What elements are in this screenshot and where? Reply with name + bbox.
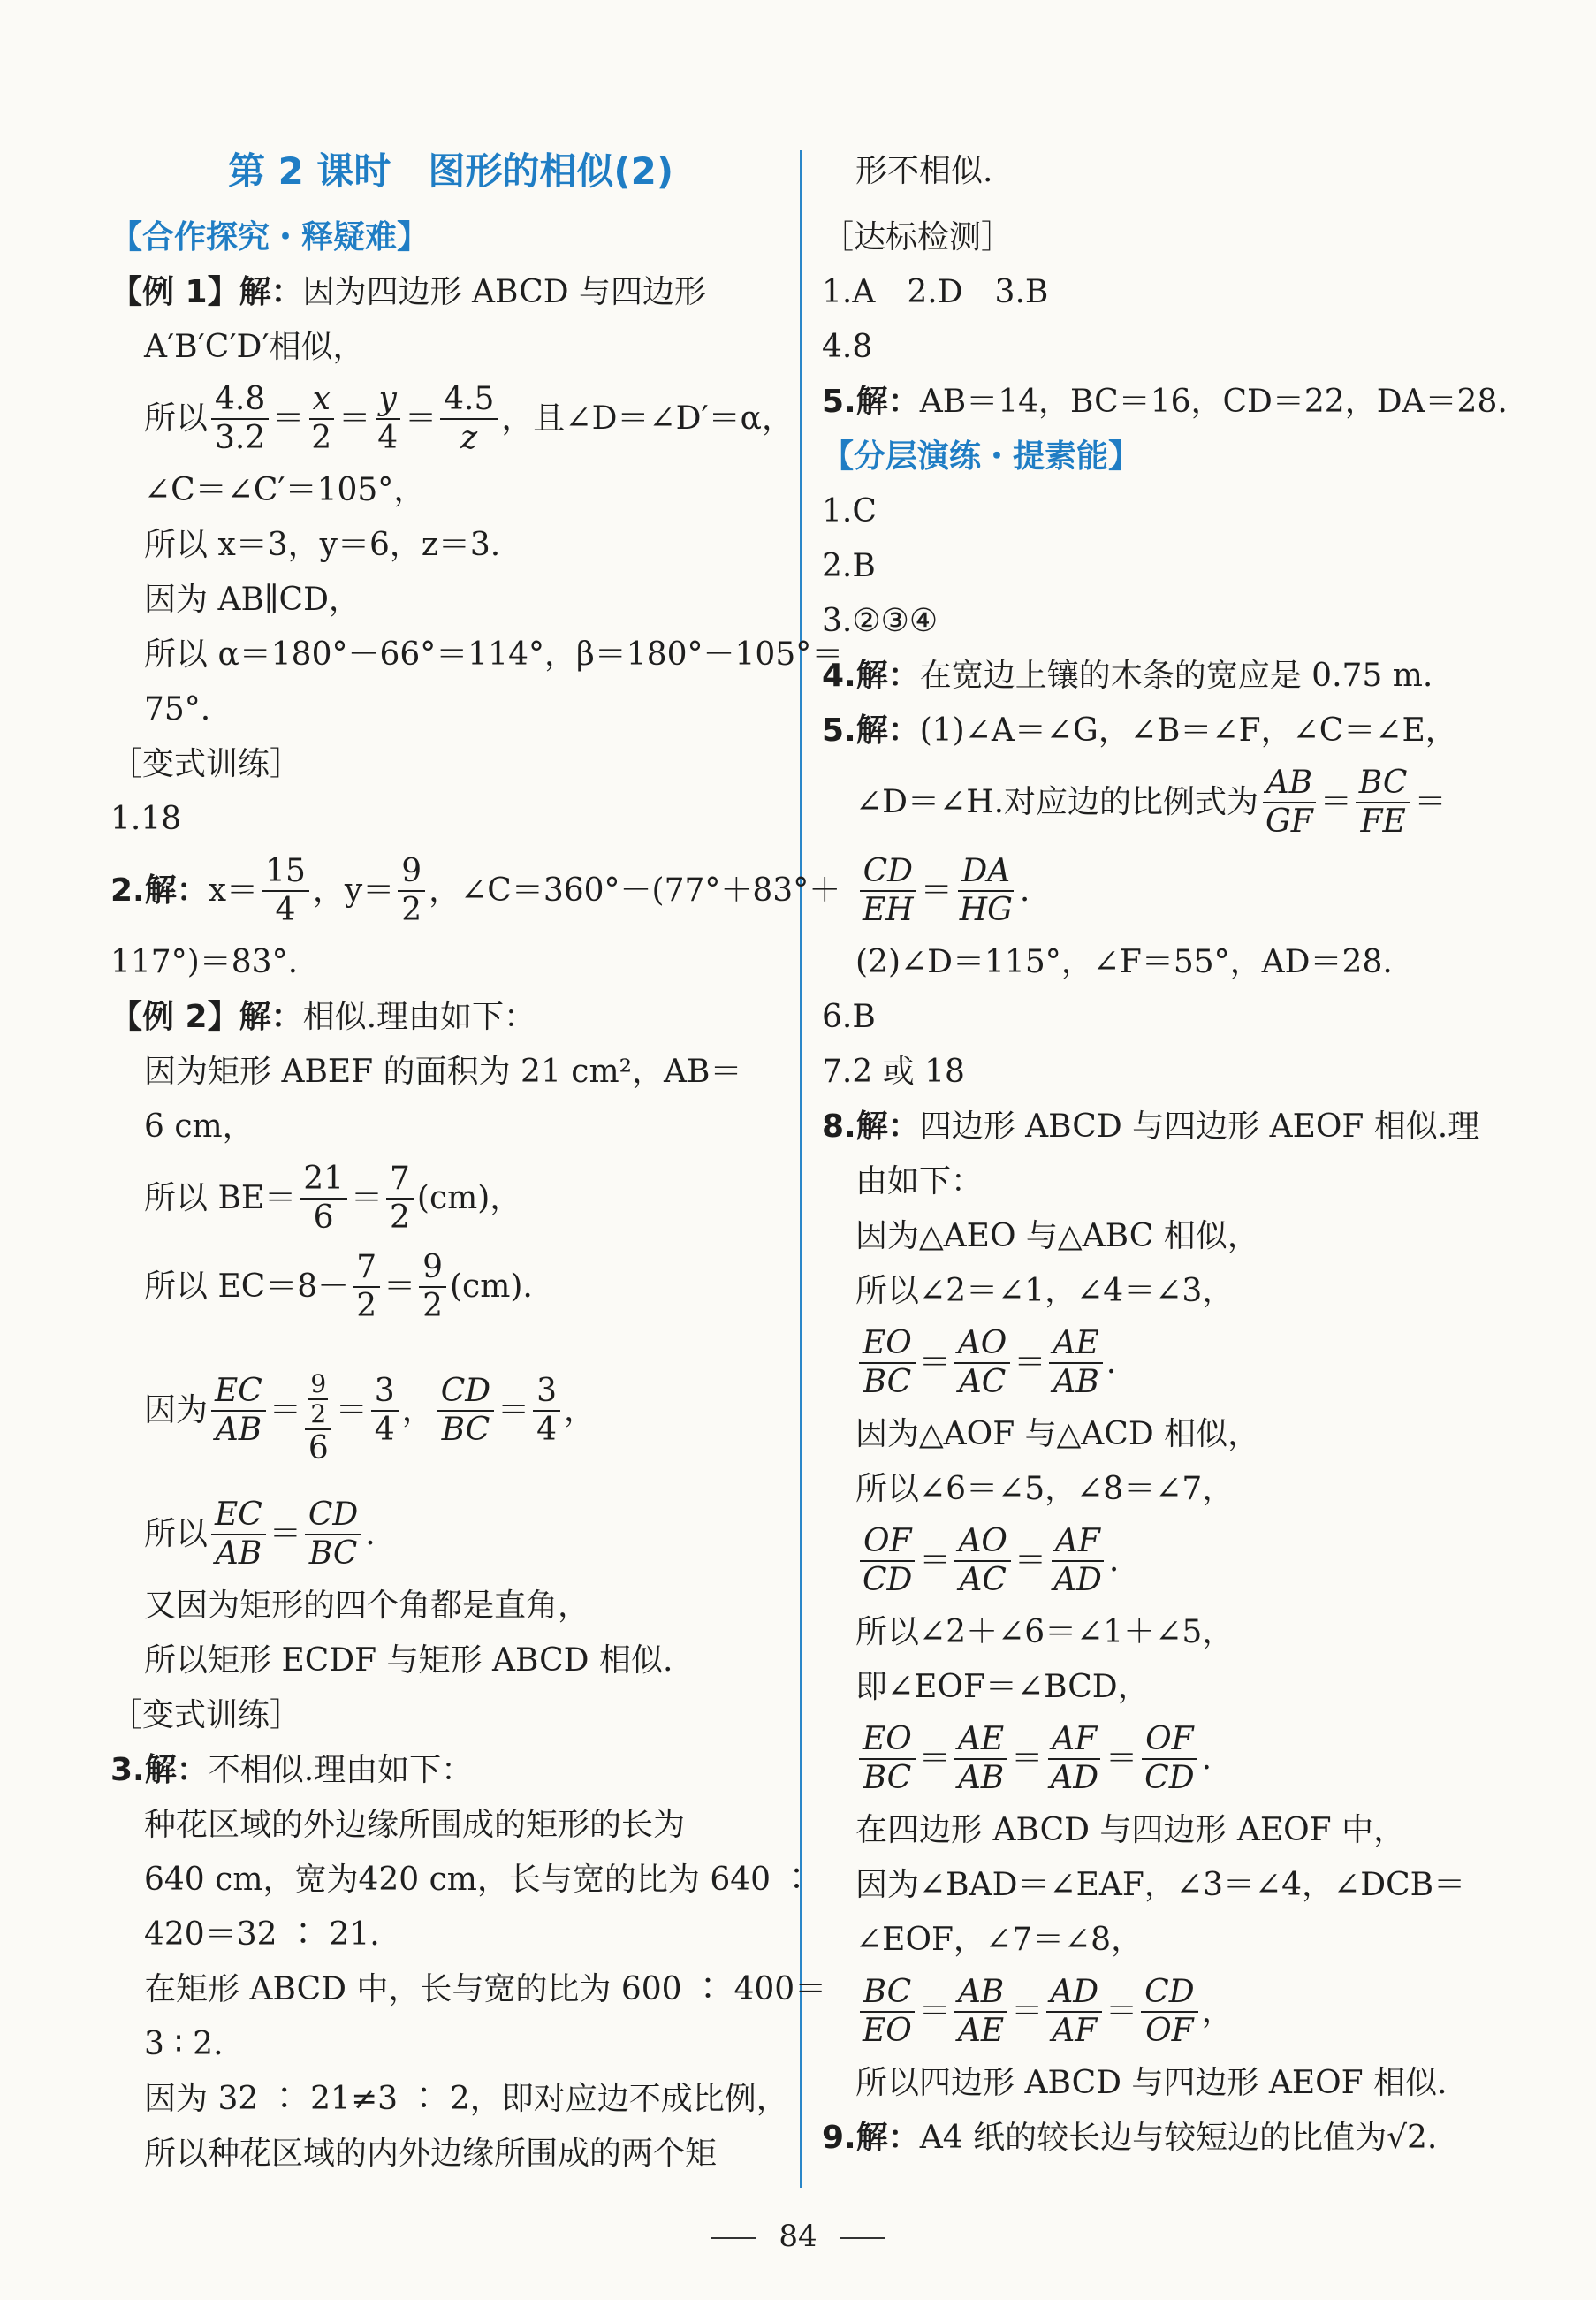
text-line: 形不相似. xyxy=(855,153,993,189)
text-line: 因为 32 ∶ 21≠3 ∶ 2，即对应边不成比例， xyxy=(144,2081,788,2117)
denominator: EH xyxy=(863,892,914,928)
denominator: 2 xyxy=(356,1288,377,1324)
denominator: GF xyxy=(1265,803,1313,840)
numerator: AO xyxy=(954,1523,1011,1562)
dash xyxy=(840,2237,885,2239)
text-line: 3 ∶ 2. xyxy=(144,2026,224,2062)
lesson-title: 第 2 课时 图形的相似(2) xyxy=(227,149,674,193)
denominator: AC xyxy=(959,1562,1007,1598)
text-line: 即∠EOF＝∠BCD， xyxy=(855,1669,1150,1705)
text: 所以 BE＝ xyxy=(144,1180,297,1216)
text: (1)∠A＝∠G，∠B＝∠F，∠C＝∠E， xyxy=(919,712,1457,749)
practice-answer-6: 6.B xyxy=(822,999,876,1035)
example-1-proportion: 所以 $\frac{4.8}{3.2}$ ＝ $\frac{x}{2}$ ＝ $\frac{y}{4}$ ＝ $\frac{4.5}{z}$ ，且∠D＝∠D′＝α， xyxy=(144,381,794,456)
practice-answer-9 xyxy=(822,2111,1502,2166)
text-line: ∠C＝∠C′＝105°， xyxy=(144,472,426,508)
fraction xyxy=(374,381,401,457)
numerator: 7 xyxy=(386,1161,414,1200)
denominator: 4 xyxy=(275,892,296,928)
numerator: 15 xyxy=(262,853,309,892)
text-line: 420＝32 ∶ 21. xyxy=(144,1916,380,1953)
fraction xyxy=(1046,1974,1102,2050)
numerator: AD xyxy=(1046,1974,1102,2013)
practice-answer-2: 2.B xyxy=(822,548,876,584)
fraction xyxy=(533,1373,560,1449)
answer-label: 2.解： xyxy=(110,872,209,909)
numerator: 3 xyxy=(371,1373,399,1412)
practice-answer-5 xyxy=(822,704,1502,758)
denominator: 2 xyxy=(311,420,332,456)
denominator: z xyxy=(460,420,478,456)
text-line: 所以四边形 ABCD 与四边形 AEOF 相似. xyxy=(855,2065,1448,2101)
numerator: EO xyxy=(859,1721,916,1760)
text-line: 种花区域的外边缘所围成的矩形的长为 xyxy=(144,1807,686,1843)
text-line: 由如下： xyxy=(855,1163,984,1200)
numerator: OF xyxy=(860,1523,916,1562)
fraction xyxy=(398,853,425,929)
denominator: HG xyxy=(959,892,1013,928)
denominator: AE xyxy=(957,2013,1005,2049)
fraction xyxy=(1141,1974,1197,2050)
fraction xyxy=(419,1249,446,1325)
practice-answer-8 xyxy=(822,1100,1502,1154)
fraction xyxy=(859,853,917,929)
denominator: 4 xyxy=(377,420,399,456)
fraction xyxy=(1050,1523,1106,1599)
numerator: AF xyxy=(1052,1523,1104,1562)
text-line: 所以 x＝3，y＝6，z＝3. xyxy=(144,527,501,563)
proportion-line: $\frac{OF}{CD}$ ＝ $\frac{AO}{AC}$ ＝ $\frac{AF}{AD}$ . xyxy=(822,1517,1502,1605)
page-number-text: 84 xyxy=(779,2219,817,2254)
fraction xyxy=(1356,765,1411,841)
denominator: AD xyxy=(1053,1562,1102,1598)
numerator: AO xyxy=(954,1325,1011,1364)
proportion-line: $\frac{CD}{EH}$ ＝ $\frac{DA}{HG}$ . xyxy=(822,847,1502,935)
numerator: EC xyxy=(211,1373,266,1412)
fraction xyxy=(954,1523,1011,1599)
section-heading-practice: 【分层演练・提素能】 xyxy=(822,438,1141,475)
fraction xyxy=(211,1497,266,1573)
answer-3 xyxy=(110,1743,791,1798)
fraction xyxy=(211,1373,266,1449)
denominator: AB xyxy=(1053,1364,1099,1400)
ratio-comparison: 因为 $\frac{EC}{AB}$ ＝ $\frac{\frac{9}{2}}{6}$ ＝ $\frac{3}{4}$ ， $\frac{CD}{BC}$ ＝ $\frac{3}{4}$ ， xyxy=(110,1331,791,1490)
numerator: AE xyxy=(1049,1325,1102,1364)
numerator: 9 xyxy=(398,853,425,892)
denominator: AD xyxy=(1050,1760,1099,1796)
text: 所以 xyxy=(144,400,209,437)
text: x＝ xyxy=(208,872,259,909)
numerator: 21 xyxy=(300,1161,347,1200)
text: 所以 EC＝8－ xyxy=(144,1268,350,1305)
text: AB＝14，BC＝16，CD＝22，DA＝28. xyxy=(919,384,1508,420)
text-line: 在矩形 ABCD 中，长与宽的比为 600 ∶ 400＝ xyxy=(144,1971,827,2007)
denominator: BC xyxy=(441,1412,490,1448)
text: 相似.理由如下： xyxy=(302,999,536,1035)
numerator: EC xyxy=(211,1497,266,1535)
text-line: 所以矩形 ECDF 与矩形 ABCD 相似. xyxy=(144,1642,673,1679)
compound-fraction xyxy=(305,1354,332,1467)
ratio-equality: 所以 $\frac{EC}{AB}$ ＝ $\frac{CD}{BC}$ . xyxy=(144,1497,376,1572)
numerator: 3 xyxy=(533,1373,560,1412)
numerator: AB xyxy=(954,1974,1007,2013)
fraction xyxy=(1046,1721,1102,1797)
text-line: 640 cm，宽为420 cm，长与宽的比为 640 ∶ xyxy=(144,1862,813,1898)
denominator: OF xyxy=(1145,2013,1194,2049)
text-line: 所以 α＝180°－66°＝114°，β＝180°－105°＝ xyxy=(144,636,844,673)
fraction xyxy=(954,1974,1007,2050)
answer-label: 5.解： xyxy=(822,712,920,749)
numerator: BC xyxy=(860,1974,916,2013)
fraction xyxy=(859,1721,916,1797)
text-line: 117°)＝83°. xyxy=(110,944,299,980)
text: 在宽边上镶的木条的宽应是 0.75 m. xyxy=(919,658,1433,694)
denominator: BC xyxy=(863,1364,912,1400)
proportion-line: $\frac{EO}{BC}$ ＝ $\frac{AE}{AB}$ ＝ $\frac{AF}{AD}$ ＝ $\frac{OF}{CD}$ . xyxy=(822,1715,1502,1803)
fraction xyxy=(1049,1325,1102,1401)
fraction xyxy=(859,1325,916,1401)
answers-1-3: 1.A 2.D 3.B xyxy=(822,274,1049,310)
fraction xyxy=(1262,765,1317,841)
answer-2 xyxy=(110,847,841,935)
answer-label: 4.解： xyxy=(822,658,920,694)
fraction xyxy=(440,381,498,457)
dash xyxy=(711,2237,756,2239)
practice-answer-1: 1.C xyxy=(822,493,877,529)
numerator: x xyxy=(309,381,334,420)
denominator: 3.2 xyxy=(215,420,266,456)
example-2-label: 【例 2】解： xyxy=(110,999,303,1035)
fraction xyxy=(300,1161,347,1237)
text-line: 在四边形 ABCD 与四边形 AEOF 中， xyxy=(855,1812,1406,1848)
text-line: 所以∠2＝∠1，∠4＝∠3， xyxy=(855,1273,1235,1309)
fraction xyxy=(859,1523,916,1599)
numerator: BC xyxy=(1356,765,1411,803)
numerator: AE xyxy=(954,1721,1007,1760)
denominator: EO xyxy=(863,2013,912,2049)
text-line: 因为△AEO 与△ABC 相似， xyxy=(855,1218,1259,1254)
numerator xyxy=(305,1354,331,1430)
denominator: 6 xyxy=(308,1430,329,1466)
section-heading-cooperate: 【合作探究・释疑难】 xyxy=(110,219,429,255)
fraction xyxy=(859,1974,916,2050)
text-line: 所以∠2＋∠6＝∠1＋∠5， xyxy=(855,1614,1235,1650)
fraction xyxy=(386,1161,414,1237)
answer-5 xyxy=(822,375,1508,430)
fraction xyxy=(954,1721,1007,1797)
numerator: 4.8 xyxy=(211,381,269,420)
right-column xyxy=(822,133,1508,2166)
page-number xyxy=(0,2219,1596,2254)
denominator: BC xyxy=(863,1760,912,1796)
denominator: AB xyxy=(957,1760,1005,1796)
small-fraction xyxy=(308,1370,328,1428)
text-line: ∠EOF，∠7＝∠8， xyxy=(855,1922,1144,1958)
denominator: BC xyxy=(308,1535,358,1572)
fraction xyxy=(437,1373,494,1449)
text-line: (2)∠D＝115°，∠F＝55°，AD＝28. xyxy=(855,944,1393,980)
text-line: 因为 AB∥CD， xyxy=(144,582,361,618)
denominator: AC xyxy=(958,1364,1007,1400)
fraction xyxy=(371,1373,399,1449)
denominator: 6 xyxy=(313,1200,334,1236)
proportion-line: ∠D＝∠H.对应边的比例式为 $\frac{AB}{GF}$ ＝ $\frac{BC}{FE}$ ＝ xyxy=(855,765,1447,840)
example-1-line-2: A′B′C′D′相似， xyxy=(144,329,365,365)
numerator: 7 xyxy=(353,1249,380,1288)
denominator: FE xyxy=(1360,803,1406,840)
numerator: CD xyxy=(305,1497,361,1535)
variant-heading-2: ［变式训练］ xyxy=(110,1697,302,1733)
text-line: 因为∠BAD＝∠EAF，∠3＝∠4，∠DCB＝ xyxy=(855,1867,1466,1903)
numerator: 4.5 xyxy=(440,381,498,420)
fraction xyxy=(353,1249,380,1325)
numerator: 9 xyxy=(419,1249,446,1288)
text-line: 又因为矩形的四个角都是直角， xyxy=(144,1588,590,1624)
example-1-line xyxy=(110,265,791,320)
denominator: AB xyxy=(215,1412,262,1448)
text: (cm)， xyxy=(416,1180,522,1216)
numerator: EO xyxy=(859,1325,916,1364)
variant-heading-1: ［变式训练］ xyxy=(110,746,302,782)
text-line: 所以种花区域的内外边缘所围成的两个矩 xyxy=(144,2136,718,2172)
text: A4 纸的较长边与较短边的比值为√2. xyxy=(919,2120,1438,2156)
answer-1: 1.18 xyxy=(110,801,182,837)
example-2-line xyxy=(110,990,791,1045)
answer-label: 9.解： xyxy=(822,2120,920,2156)
fraction xyxy=(954,1325,1011,1401)
text: 四边形 ABCD 与四边形 AEOF 相似.理 xyxy=(919,1108,1480,1145)
fraction xyxy=(1141,1721,1197,1797)
practice-answer-4 xyxy=(822,649,1502,704)
example-1-text: 因为四边形 ABCD 与四边形 xyxy=(302,274,707,310)
proportion-line: $\frac{EO}{BC}$ ＝ $\frac{AO}{AC}$ ＝ $\frac{AE}{AB}$ . xyxy=(822,1319,1502,1407)
text: ∠D＝∠H.对应边的比例式为 xyxy=(855,784,1259,820)
fraction xyxy=(308,381,335,457)
text: 所以 xyxy=(144,1516,209,1552)
denominator: AB xyxy=(215,1535,262,1572)
fraction xyxy=(305,1497,361,1573)
text-line: 因为矩形 ABEF 的面积为 21 cm²，AB＝ xyxy=(144,1054,742,1090)
fraction xyxy=(956,853,1016,929)
denominator: 2 xyxy=(422,1288,444,1324)
answer-label: 3.解： xyxy=(110,1752,209,1788)
denominator: 4 xyxy=(374,1412,395,1448)
numerator: 9 xyxy=(310,1369,327,1398)
fraction xyxy=(211,381,269,457)
numerator: CD xyxy=(437,1373,494,1412)
denominator: AF xyxy=(1052,2013,1098,2049)
text: ，且∠D＝∠D′＝α， xyxy=(501,400,794,437)
text-line: 所以∠6＝∠5，∠8＝∠7， xyxy=(855,1471,1235,1507)
practice-answer-3: 3.②③④ xyxy=(822,603,939,639)
numerator: AB xyxy=(1263,765,1316,803)
practice-answer-7: 7.2 或 18 xyxy=(822,1054,965,1090)
numerator: DA xyxy=(958,853,1014,892)
numerator: AF xyxy=(1048,1721,1100,1760)
denominator: CD xyxy=(1144,1760,1195,1796)
answer-label: 5.解： xyxy=(822,384,920,420)
text: 因为 xyxy=(144,1392,209,1428)
text-line: 6 cm， xyxy=(144,1108,255,1145)
text: ，∠C＝360°－(77°＋83°＋ xyxy=(429,872,841,909)
text: ，y＝ xyxy=(312,872,395,909)
check-heading: ［达标检测］ xyxy=(822,219,1014,255)
denominator: 2 xyxy=(390,1200,410,1236)
denominator: CD xyxy=(863,1562,913,1598)
numerator: CD xyxy=(1141,1974,1197,2013)
denominator: 2 xyxy=(310,1399,327,1428)
text-line: 因为△AOF 与△ACD 相似， xyxy=(855,1416,1260,1452)
numerator: CD xyxy=(860,853,916,892)
be-calculation: 所以 BE＝ $\frac{21}{6}$ ＝ $\frac{7}{2}$ (cm)， xyxy=(144,1161,522,1236)
example-1-label: 【例 1】解： xyxy=(110,274,303,310)
answer-label: 8.解： xyxy=(822,1108,920,1145)
proportion-line: $\frac{BC}{EO}$ ＝ $\frac{AB}{AE}$ ＝ $\frac{AD}{AF}$ ＝ $\frac{CD}{OF}$ ， xyxy=(822,1968,1502,2056)
text: 不相似.理由如下： xyxy=(208,1752,474,1788)
ec-calculation: 所以 EC＝8－ $\frac{7}{2}$ ＝ $\frac{9}{2}$ (cm). xyxy=(144,1249,533,1324)
answer-4: 4.8 xyxy=(822,329,873,365)
denominator: 4 xyxy=(536,1412,558,1448)
numerator: y xyxy=(376,381,400,420)
fraction xyxy=(262,853,309,929)
text-line: 75°. xyxy=(144,691,211,727)
denominator: 2 xyxy=(401,892,422,928)
numerator: OF xyxy=(1142,1721,1197,1760)
text: (cm). xyxy=(450,1268,533,1305)
left-column xyxy=(110,133,844,2182)
